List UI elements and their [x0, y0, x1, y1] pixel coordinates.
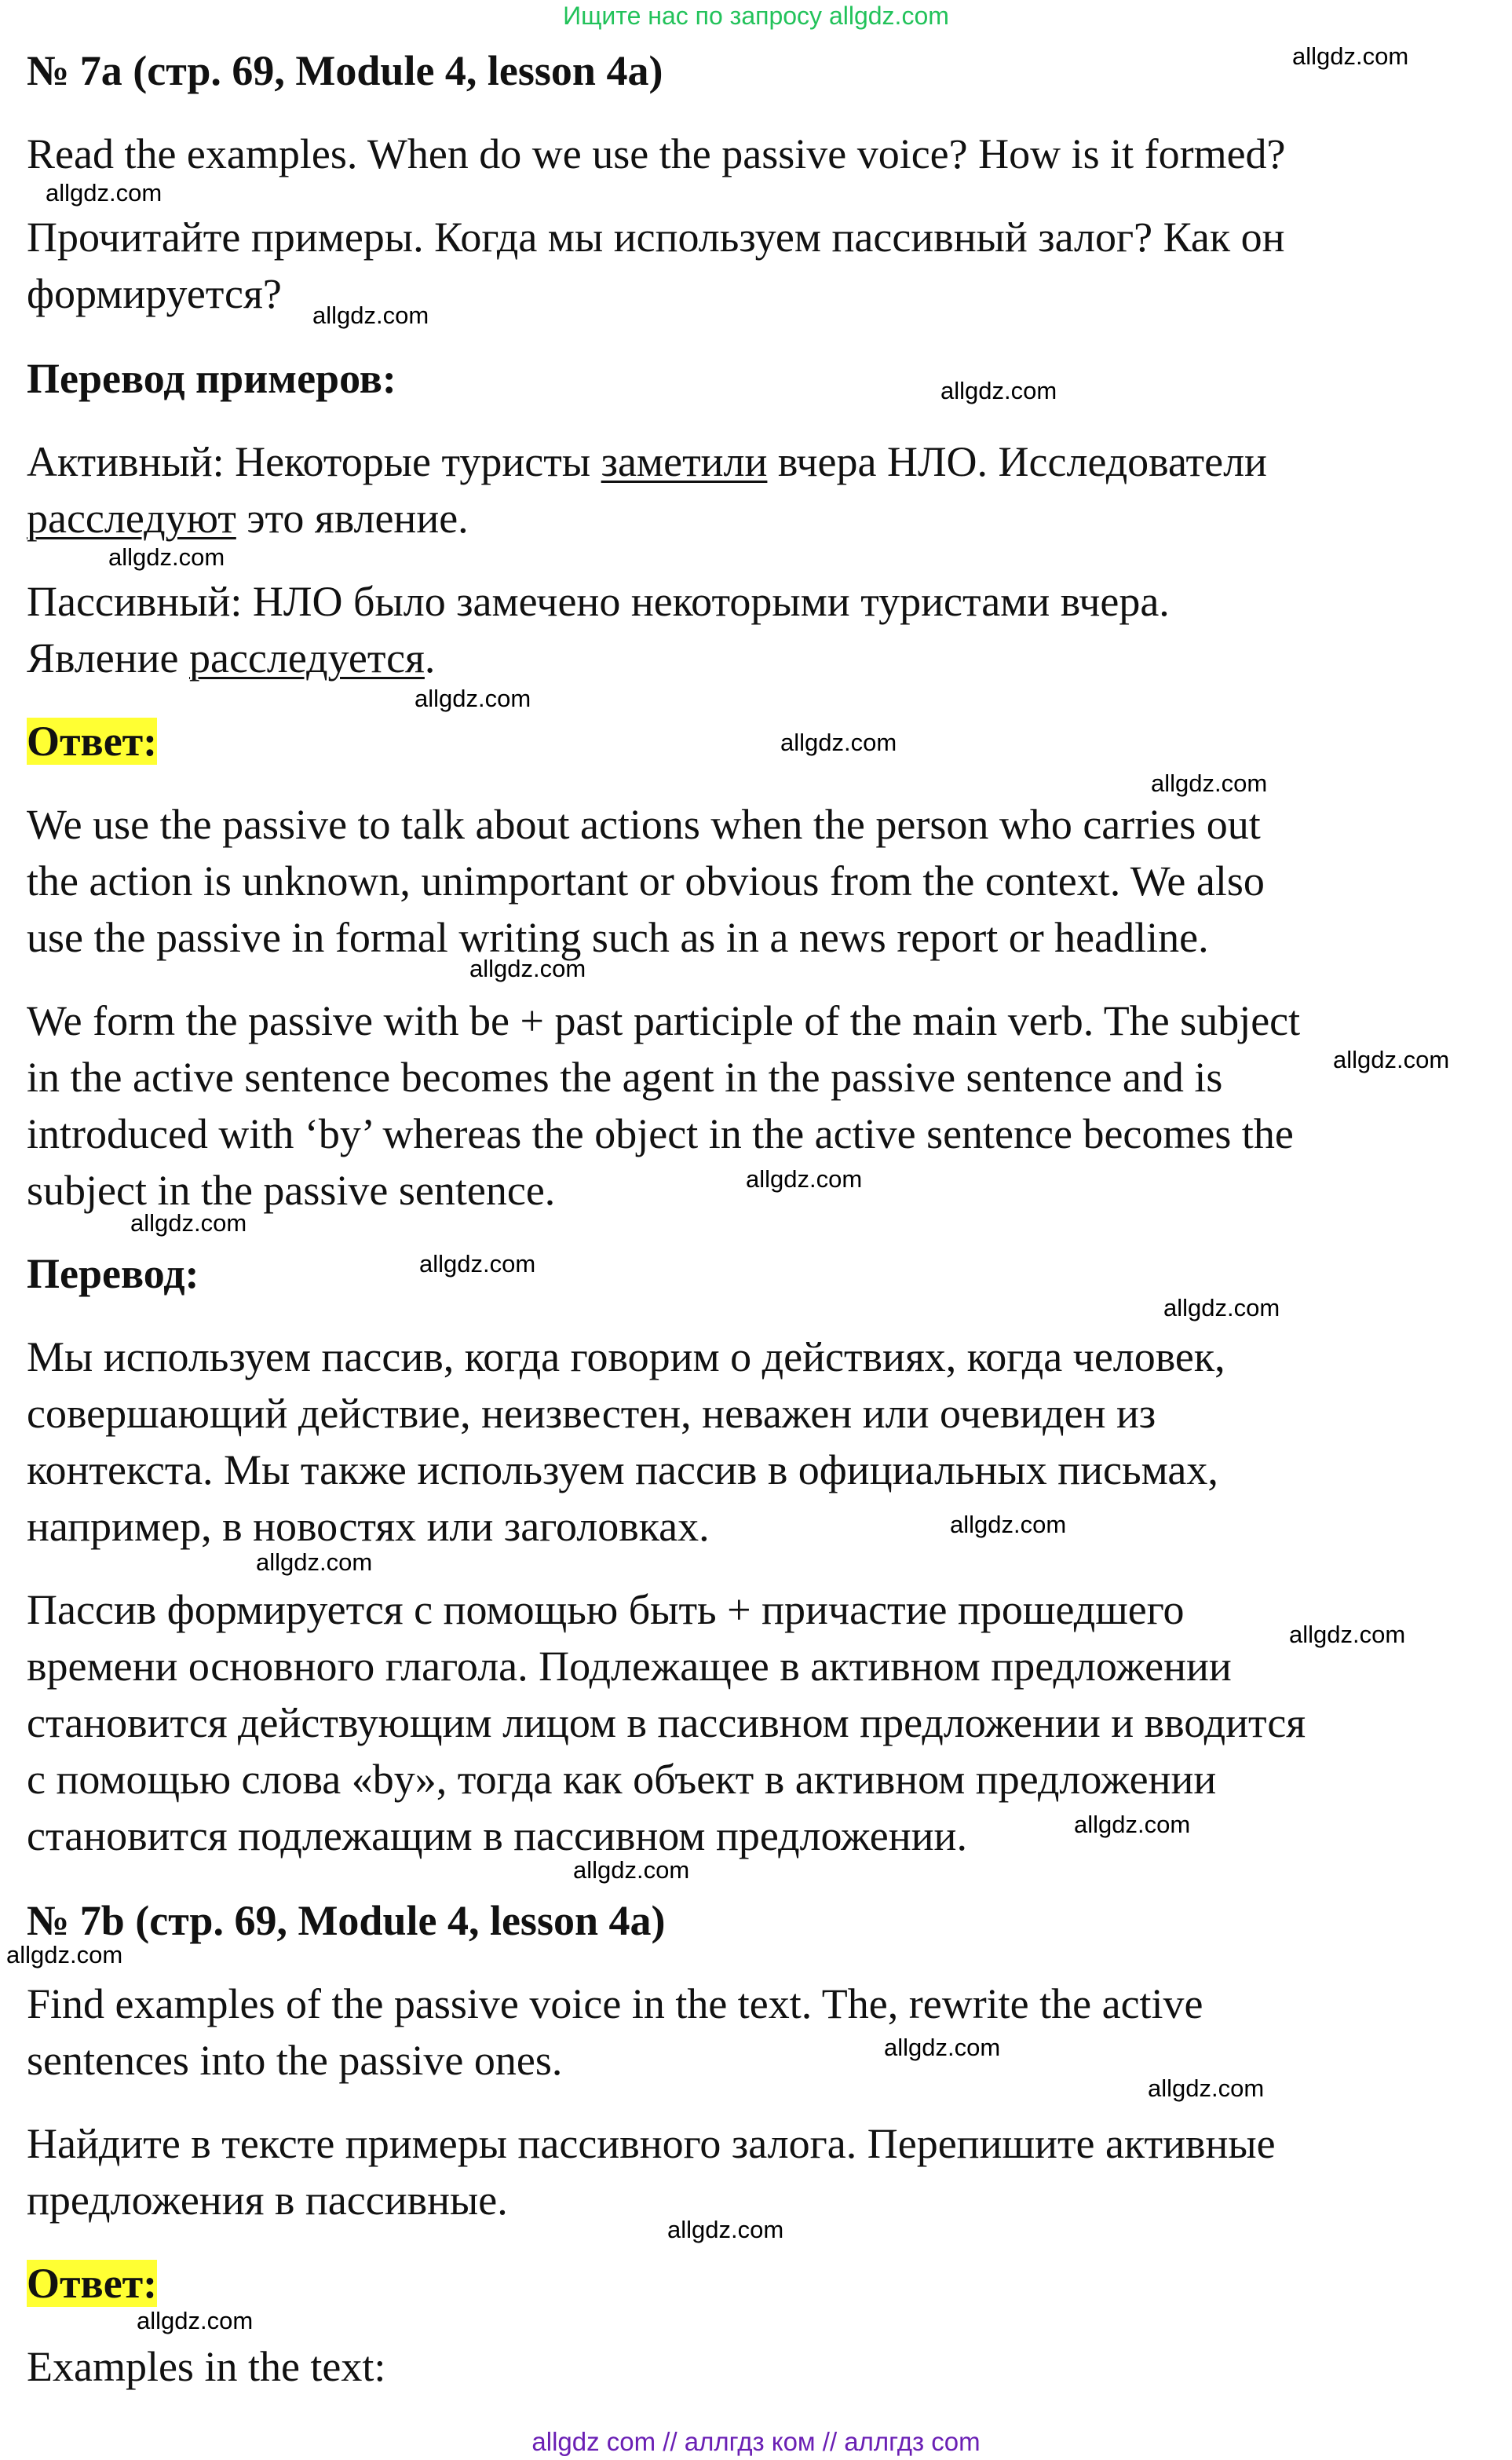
active-text: это явление.	[236, 495, 469, 542]
watermark: allgdz.com	[884, 2034, 1001, 2061]
translation-paragraph-2-line: становится действующим лицом в пассивном предложении и вводится	[27, 1699, 1306, 1746]
task-7b-english-line: Find examples of the passive voice in the text. The, rewrite the active	[27, 1980, 1203, 2027]
watermark: allgdz.com	[780, 729, 897, 756]
watermark: allgdz.com	[573, 1856, 690, 1884]
watermark: allgdz.com	[108, 543, 225, 571]
active-text: вчера НЛО. Исследователи	[767, 438, 1267, 485]
examples-translation-heading: Перевод примеров:	[27, 355, 396, 402]
exercise-7b-heading: № 7b (стр. 69, Module 4, lesson 4a)	[27, 1897, 666, 1944]
watermark: allgdz.com	[1151, 769, 1268, 797]
watermark: allgdz.com	[137, 2307, 254, 2334]
translation-paragraph-1-line: контекста. Мы также используем пассив в официальных письмах,	[27, 1446, 1218, 1493]
answer-paragraph-2-line: We form the passive with be + past participle of the main verb. The subject	[27, 997, 1301, 1044]
examples-in-text-line: Examples in the text:	[27, 2343, 386, 2390]
watermark: allgdz.com	[746, 1165, 863, 1193]
watermark: allgdz.com	[469, 955, 586, 982]
task-7a-english: Read the examples. When do we use the passive voice? How is it formed?	[27, 130, 1286, 177]
translation-label: Перевод:	[27, 1250, 199, 1297]
watermark: allgdz.com	[1163, 1294, 1280, 1321]
watermark: allgdz.com	[950, 1511, 1067, 1538]
passive-text: .	[424, 634, 436, 682]
active-example-line-1	[27, 433, 1267, 490]
watermark: allgdz.com	[415, 685, 531, 712]
watermark: allgdz.com	[130, 1209, 247, 1237]
underlined-verb: расследуют	[27, 495, 236, 542]
underlined-verb: заметили	[601, 438, 768, 485]
translation-paragraph-2-line: времени основного глагола. Подлежащее в активном предложении	[27, 1643, 1232, 1690]
answer-paragraph-2-line: in the active sentence becomes the agent in the passive sentence and is	[27, 1054, 1223, 1101]
exercise-7a-heading: № 7a (стр. 69, Module 4, lesson 4a)	[27, 47, 663, 94]
watermark: allgdz.com	[256, 1548, 373, 1576]
watermark: allgdz.com	[940, 377, 1057, 404]
answer-highlight: Ответ:	[27, 2260, 158, 2307]
active-text: Активный: Некоторые туристы	[27, 438, 601, 485]
watermark: allgdz.com	[6, 1941, 123, 1968]
watermark: allgdz.com	[1074, 1811, 1191, 1838]
passive-text: Явление	[27, 634, 189, 682]
translation-paragraph-1-line: Мы используем пассив, когда говорим о действиях, когда человек,	[27, 1333, 1225, 1380]
answer-paragraph-1-line: We use the passive to talk about actions when the person who carries out	[27, 801, 1261, 848]
task-7b-russian-line: предложения в пассивные.	[27, 2177, 508, 2224]
active-example-line-2	[27, 490, 469, 546]
passive-example-line-2	[27, 630, 435, 686]
translation-paragraph-1-line: например, в новостях или заголовках.	[27, 1503, 710, 1550]
translation-paragraph-2-line: Пассив формируется с помощью быть + причастие прошедшего	[27, 1586, 1185, 1633]
translation-paragraph-2-line: становится подлежащим в пассивном предложении.	[27, 1812, 967, 1859]
answer-paragraph-1-line: use the passive in formal writing such as in a news report or headline.	[27, 914, 1209, 961]
answer-label-7b	[27, 2255, 157, 2312]
watermark: allgdz.com	[1292, 42, 1409, 70]
underlined-verb: расследуется	[188, 634, 425, 682]
translation-paragraph-2-line: с помощью слова «by», тогда как объект в активном предложении	[27, 1756, 1217, 1803]
task-7b-russian-line: Найдите в тексте примеры пассивного залога. Перепишите активные	[27, 2120, 1276, 2167]
answer-highlight: Ответ:	[27, 718, 158, 765]
answer-paragraph-1-line: the action is unknown, unimportant or obvious from the context. We also	[27, 857, 1265, 905]
watermark: allgdz.com	[419, 1250, 536, 1278]
footer-links[interactable]: allgdz com // аллгдз ком // аллгдз com	[531, 2427, 981, 2456]
answer-paragraph-2-line: subject in the passive sentence.	[27, 1167, 556, 1214]
answer-label-7a	[27, 713, 157, 769]
watermark: allgdz.com	[46, 179, 163, 207]
watermark: allgdz.com	[1333, 1046, 1450, 1073]
watermark: allgdz.com	[1148, 2074, 1265, 2102]
watermark: allgdz.com	[312, 302, 429, 329]
answer-paragraph-2-line: introduced with ‘by’ whereas the object in the active sentence becomes the	[27, 1110, 1294, 1157]
task-7b-english-line: sentences into the passive ones.	[27, 2037, 563, 2084]
watermark: allgdz.com	[667, 2216, 784, 2243]
top-banner[interactable]: Ищите нас по запросу allgdz.com	[563, 2, 949, 30]
task-7a-russian-line-1: Прочитайте примеры. Когда мы используем пассивный залог? Как он	[27, 214, 1285, 261]
watermark: allgdz.com	[1289, 1621, 1406, 1648]
passive-example-line-1: Пассивный: НЛО было замечено некоторыми туристами вчера.	[27, 578, 1170, 625]
translation-paragraph-1-line: совершающий действие, неизвестен, неважен или очевиден из	[27, 1390, 1156, 1437]
task-7a-russian-line-2: формируется?	[27, 270, 282, 317]
